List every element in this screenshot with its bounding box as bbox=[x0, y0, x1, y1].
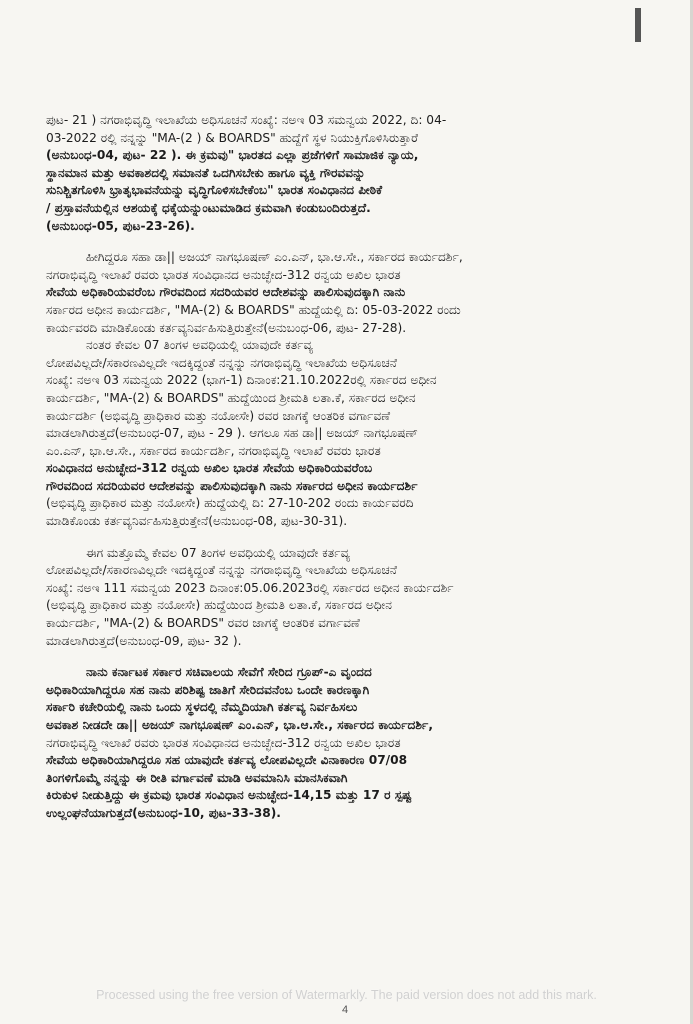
text-line: ಸರ್ಕಾರದ ಅಧೀನ ಕಾರ್ಯದರ್ಶಿ, "MA-(2) & BOARDS" ಹುದ್ದೆಯಲ್ಲಿ ದಿ: 05-03-2022 ರಂದು bbox=[46, 302, 461, 317]
text-line: ಅವಕಾಶ ನೀಡದೇ ಡಾ|| ಅಜಯ್ ನಾಗಭೂಷಣ್ ಎಂ.ಎನ್, ಭಾ.ಆ.ಸೇ., ಸರ್ಕಾರದ ಕಾರ್ಯದರ್ಶಿ, bbox=[46, 718, 433, 732]
text-line: ಮಾಡಲಾಗಿರುತ್ತದೆ(ಅನುಬಂಧ-09, ಪುಟ- 32 ). bbox=[46, 633, 242, 648]
text-line: ಕಾರ್ಯದರ್ಶಿ (ಅಭಿವೃದ್ಧಿ ಪ್ರಾಧಿಕಾರ ಮತ್ತು ನಯೋಸೇ) ರವರ ಜಾಗಕ್ಕೆ ಆಂತರಿಕ ವರ್ಗಾವಣೆ bbox=[46, 408, 391, 423]
text-line: ನಗರಾಭಿವೃದ್ಧಿ ಇಲಾಖೆ ರವರು ಭಾರತ ಸಂವಿಧಾನದ ಅನುಚ್ಛೇದ-312 ರನ್ವಯ ಅಖಿಲ ಭಾರತ bbox=[46, 267, 401, 282]
text-line: ಸರ್ಕಾರಿ ಕಚೇರಿಯಲ್ಲಿ ನಾನು ಒಂದು ಸ್ಥಳದಲ್ಲಿ ನೆಮ್ಮದಿಯಾಗಿ ಕರ್ತವ್ಯ ನಿರ್ವಹಿಸಲು bbox=[46, 700, 358, 715]
text-line: ತಿಂಗಳಿಗೊಮ್ಮೆ ನನ್ನನ್ನು ಈ ರೀತಿ ವರ್ಗಾವಣೆ ಮಾಡಿ ಅವಮಾನಿಸಿ ಮಾನಸಿಕವಾಗಿ bbox=[46, 770, 348, 785]
text-line: ಸೇವೆಯ ಅಧಿಕಾರಿಯವರೆಂಬ ಗೌರವದಿಂದ ಸದರಿಯವರ ಆದೇಶವನ್ನು ಪಾಲಿಸುವುದಕ್ಕಾಗಿ ನಾನು bbox=[46, 285, 406, 300]
text-line: ಸುನಿಶ್ಚಿತಗೊಳಿಸಿ ಭ್ರಾತೃಭಾವನೆಯನ್ನು ವೃದ್ಧಿಗೊಳಿಸಬೇಕೆಂಬ" ಭಾರತ ಸಂವಿಧಾನದ ಪೀಠಿಕೆ bbox=[46, 183, 383, 198]
text-line: ಲೋಪವಿಲ್ಲದೇ/ಸಕಾರಣವಿಲ್ಲದೇ ಇದಕ್ಕಿದ್ದಂತೆ ನನ್ನನ್ನು ನಗರಾಭಿವೃದ್ಧಿ ಇಲಾಖೆಯ ಅಧಿಸೂಚನೆ bbox=[46, 563, 398, 578]
text-line: ಈಗ ಮತ್ತೊಮ್ಮೆ ಕೇವಲ 07 ತಿಂಗಳ ಅವಧಿಯಲ್ಲಿ ಯಾವುದೇ ಕರ್ತವ್ಯ bbox=[86, 545, 351, 560]
text-line: ಕಾರ್ಯದರ್ಶಿ, "MA-(2) & BOARDS" ರವರ ಜಾಗಕ್ಕೆ ಆಂತರಿಕ ವರ್ಗಾವಣೆ bbox=[46, 616, 360, 631]
text-line: ಮಾಡಿಕೊಂಡು ಕರ್ತವ್ಯನಿರ್ವಹಿಸುತ್ತಿರುತ್ತೇನೆ(ಅನುಬಂಧ-08, ಪುಟ-30-31). bbox=[46, 514, 348, 529]
text-line: ಮಾಡಲಾಗಿರುತ್ತದೆ(ಅನುಬಂಧ-07, ಪುಟ - 29 ). ಆಗಲೂ ಸಹ ಡಾ|| ಅಜಯ್ ನಾಗಭೂಷಣ್ bbox=[46, 426, 418, 441]
watermark-notice: Processed using the free version of Watermarkly. The paid version does not add this mark. bbox=[96, 988, 597, 1002]
text-line: ಎಂ.ಎನ್, ಭಾ.ಆ.ಸೇ., ಸರ್ಕಾರದ ಕಾರ್ಯದರ್ಶಿ, ನಗರಾಭಿವೃದ್ಧಿ ಇಲಾಖೆ ರವರು ಭಾರತ bbox=[46, 443, 381, 458]
text-line: ಸಂಖ್ಯೆ: ನಅಇ 03 ಸಮನ್ವಯ 2022 (ಭಾಗ-1) ದಿನಾಂಕ:21.10.2022ರಲ್ಲಿ ಸರ್ಕಾರದ ಅಧೀನ bbox=[46, 373, 437, 388]
text-line: ಅಧಿಕಾರಿಯಾಗಿದ್ದರೂ ಸಹ ನಾನು ಪರಿಶಿಷ್ಟ ಜಾತಿಗೆ ಸೇರಿದವನೆಂಬ ಒಂದೇ ಕಾರಣಕ್ಕಾಗಿ bbox=[46, 682, 370, 697]
text-line: (ಅಭಿವೃದ್ಧಿ ಪ್ರಾಧಿಕಾರ ಮತ್ತು ನಯೋಸೇ) ಹುದ್ದೆಯಿಂದ ಶ್ರೀಮತಿ ಲತಾ.ಕೆ, ಸರ್ಕಾರದ ಅಧೀನ bbox=[46, 598, 393, 613]
paragraph-2 bbox=[46, 249, 652, 531]
paragraph-1 bbox=[46, 112, 652, 235]
text-line: (ಅನುಬಂಧ-04, ಪುಟ- 22 ). ಈ ಕ್ರಮವು" ಭಾರತದ ಎಲ್ಲಾ ಪ್ರಜೆಗಳಿಗೆ ಸಾಮಾಜಿಕ ನ್ಯಾಯ, bbox=[46, 148, 419, 163]
text-line: 03-2022 ರಲ್ಲಿ ನನ್ನನ್ನು "MA-(2 ) & BOARDS" ಹುದ್ದೆಗೆ ಸ್ಥಳ ನಿಯುಕ್ತಿಗೊಳಿಸಿರುತ್ತಾರೆ bbox=[46, 130, 419, 145]
paragraph-4 bbox=[46, 664, 652, 822]
document-body bbox=[46, 112, 652, 823]
page-number: 4 bbox=[342, 1004, 349, 1016]
text-line: ಪುಟ- 21 ) ನಗರಾಭಿವೃದ್ಧಿ ಇಲಾಖೆಯ ಅಧಿಸೂಚನೆ ಸಂಖ್ಯೆ: ನಅಇ 03 ಸಮನ್ವಯ 2022, ದಿ: 04- bbox=[46, 113, 447, 127]
text-line: ಸಂವಿಧಾನದ ಅನುಚ್ಛೇದ-312 ರನ್ವಯ ಅಖಿಲ ಭಾರತ ಸೇವೆಯ ಅಧಿಕಾರಿಯವರೆಂಬ bbox=[46, 461, 373, 476]
text-line: ನಂತರ ಕೇವಲ 07 ತಿಂಗಳ ಅವಧಿಯಲ್ಲಿ ಯಾವುದೇ ಕರ್ತವ್ಯ bbox=[86, 338, 314, 353]
text-line: ಸೇವೆಯ ಅಧಿಕಾರಿಯಾಗಿದ್ದರೂ ಸಹ ಯಾವುದೇ ಕರ್ತವ್ಯ ಲೋಪವಿಲ್ಲದೇ ವಿನಾಕಾರಣ 07/08 bbox=[46, 753, 408, 768]
text-line: ನಾನು ಕರ್ನಾಟಕ ಸರ್ಕಾರ ಸಚಿವಾಲಯ ಸೇವೆಗೆ ಸೇರಿದ ಗ್ರೂಪ್-ಎ ವೃಂದದ bbox=[86, 665, 372, 680]
text-line: ಕಿರುಕುಳ ನೀಡುತ್ತಿದ್ದು ಈ ಕ್ರಮವು ಭಾರತ ಸಂವಿಧಾನ ಅನುಚ್ಛೇದ-14,15 ಮತ್ತು 17 ರ ಸ್ಪಷ್ಟ bbox=[46, 788, 412, 803]
text-line: ಹೀಗಿದ್ದರೂ ಸಹಾ ಡಾ|| ಅಜಯ್ ನಾಗಭೂಷಣ್ ಎಂ.ಎನ್, ಭಾ.ಆ.ಸೇ., ಸರ್ಕಾರದ ಕಾರ್ಯದರ್ಶಿ, bbox=[86, 250, 463, 265]
text-line: ಗೌರವದಿಂದ ಸದರಿಯವರ ಆದೇಶವನ್ನು ಪಾಲಿಸುವುದಕ್ಕಾಗಿ ನಾನು ಸರ್ಕಾರದ ಅಧೀನ ಕಾರ್ಯದರ್ಶಿ bbox=[46, 478, 418, 493]
text-line: (ಅಭಿವೃದ್ಧಿ ಪ್ರಾಧಿಕಾರ ಮತ್ತು ನಯೋಸೇ) ಹುದ್ದೆಯಲ್ಲಿ ದಿ: 27-10-202 ರಂದು ಕಾರ್ಯವರದಿ bbox=[46, 496, 414, 511]
corner-mark bbox=[635, 8, 641, 42]
text-line: ಸ್ಥಾನಮಾನ ಮತ್ತು ಅವಕಾಶದಲ್ಲಿ ಸಮಾನತೆ ಒದಗಿಸಬೇಕು ಹಾಗೂ ವ್ಯಕ್ತಿ ಗೌರವವನ್ನು bbox=[46, 165, 366, 180]
text-line: ಉಲ್ಲಂಘನೆಯಾಗುತ್ತದೆ(ಅನುಬಂಧ-10, ಪುಟ-33-38). bbox=[46, 805, 281, 820]
text-line: ಕಾರ್ಯವರದಿ ಮಾಡಿಕೊಂಡು ಕರ್ತವ್ಯನಿರ್ವಹಿಸುತ್ತಿರುತ್ತೇನೆ(ಅನುಬಂಧ-06, ಪುಟ- 27-28). bbox=[46, 320, 407, 335]
text-line: / ಪ್ರಸ್ತಾವನೆಯಲ್ಲಿನ ಆಶಯಕ್ಕೆ ಧಕ್ಕೆಯನ್ನುಂಟುಮಾಡಿದ ಕ್ರಮವಾಗಿ ಕಂಡುಬಂದಿರುತ್ತದೆ. bbox=[46, 200, 371, 215]
paragraph-3 bbox=[46, 545, 652, 651]
text-line: ಕಾರ್ಯದರ್ಶಿ, "MA-(2) & BOARDS" ಹುದ್ದೆಯಿಂದ ಶ್ರೀಮತಿ ಲತಾ.ಕೆ, ಸರ್ಕಾರದ ಅಧೀನ bbox=[46, 390, 416, 405]
text-line: ಲೋಪವಿಲ್ಲದೇ/ಸಕಾರಣವಿಲ್ಲದೇ ಇದಕ್ಕಿದ್ದಂತೆ ನನ್ನನ್ನು ನಗರಾಭಿವೃದ್ಧಿ ಇಲಾಖೆಯ ಅಧಿಸೂಚನೆ bbox=[46, 355, 398, 370]
text-line: ಸಂಖ್ಯೆ: ನಅಇ 111 ಸಮನ್ವಯ 2023 ದಿನಾಂಕ:05.06.2023ರಲ್ಲಿ ಸರ್ಕಾರದ ಅಧೀನ ಕಾರ್ಯದರ್ಶಿ bbox=[46, 580, 454, 595]
text-line: (ಅನುಬಂಧ-05, ಪುಟ-23-26). bbox=[46, 218, 195, 233]
text-line: ನಗರಾಭಿವೃದ್ಧಿ ಇಲಾಖೆ ರವರು ಭಾರತ ಸಂವಿಧಾನದ ಅನುಚ್ಛೇದ-312 ರನ್ವಯ ಅಖಿಲ ಭಾರತ bbox=[46, 735, 401, 750]
